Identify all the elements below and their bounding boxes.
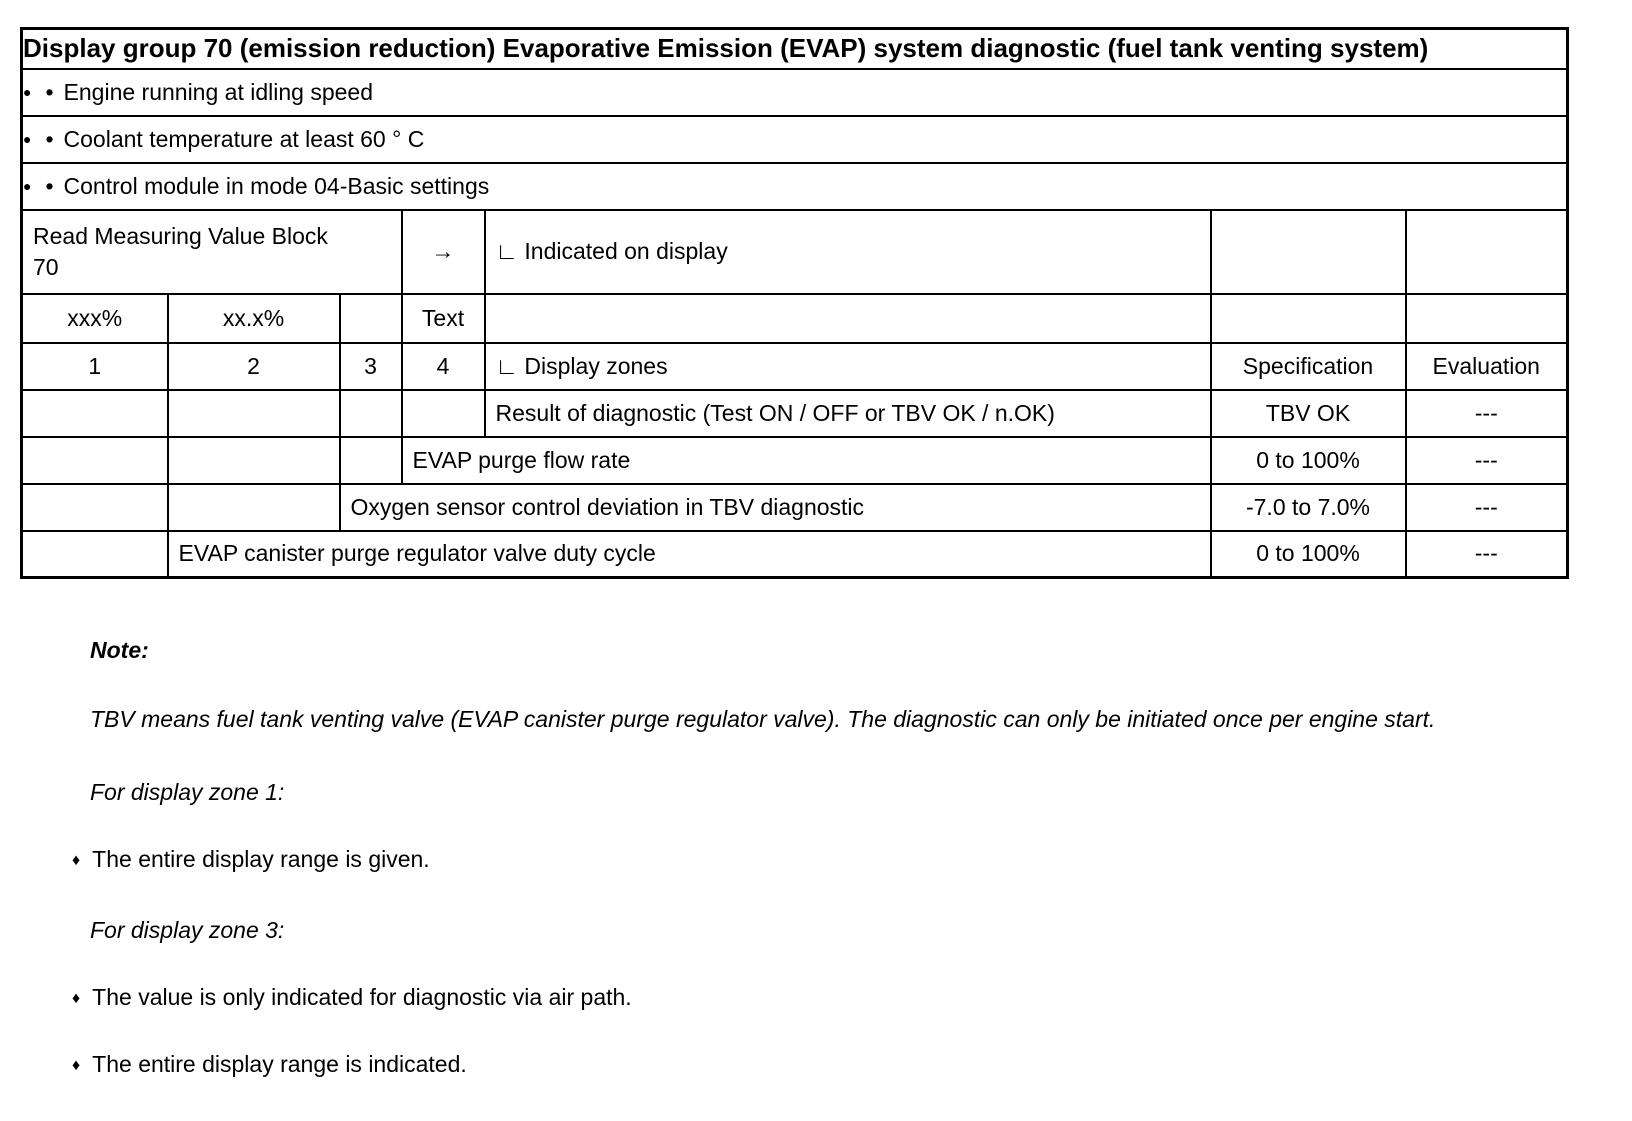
row-specification: 0 to 100% [1211,531,1406,578]
row-evaluation: --- [1406,484,1568,531]
condition-cell [22,163,1568,210]
empty-cell [402,390,485,437]
row-specification: -7.0 to 7.0% [1211,484,1406,531]
read-measuring-block-label: Read Measuring Value Block 70 [33,223,328,280]
row-label: EVAP purge flow rate [402,437,1211,484]
diamond-bullet-icon: ♦ [72,990,81,1007]
empty-cell [340,294,402,343]
condition-cell [22,69,1568,116]
empty-cell [340,437,402,484]
dot-icon: • [45,78,54,105]
zone2-number: 2 [168,343,340,390]
diamond-bullet-icon: ♦ [72,852,81,869]
row-label: Result of diagnostic (Test ON / OFF or TBV OK / n.OK) [485,390,1211,437]
list-item [72,846,1632,873]
indicated-on-display-cell: ∟ Indicated on display [485,210,1211,294]
condition-text: Coolant temperature at least 60 ° C [63,125,425,152]
dot-icon: • [45,172,54,199]
bullet-icon: ● [23,177,32,194]
table-title-row [22,29,1568,69]
row-specification: 0 to 100% [1211,437,1406,484]
evaluation-header: Evaluation [1406,343,1568,390]
zone1-heading: For display zone 1: [90,779,285,805]
empty-cell [22,531,168,578]
condition-text: Engine running at idling speed [63,78,373,105]
specification-header: Specification [1211,343,1406,390]
zone1-number: 1 [22,343,168,390]
condition-cell [22,116,1568,163]
bullet-icon: ● [23,130,32,147]
format-zone2-cell: xx.x% [168,294,340,343]
row-specification: TBV OK [1211,390,1406,437]
read-measuring-block-cell [22,210,402,294]
empty-cell [22,437,168,484]
note-heading: Note: [90,637,149,663]
display-zones-label: ∟ Display zones [485,343,1211,390]
row-evaluation: --- [1406,531,1568,578]
format-zone1-cell: xxx% [22,294,168,343]
empty-cell [340,390,402,437]
list-item-text: The value is only indicated for diagnostic via air path. [92,984,632,1010]
list-item [72,1051,1632,1078]
empty-cell [22,484,168,531]
condition-row [22,116,1568,163]
format-row [22,294,1568,343]
notes-section [72,637,1632,1078]
table-row [22,484,1568,531]
read-block-row [22,210,1568,294]
empty-cell [1211,210,1406,294]
empty-cell [1211,294,1406,343]
table-title: Display group 70 (emission reduction) Evaporative Emission (EVAP) system diagnostic (fuel tank venting system) [22,29,1568,69]
dot-icon: • [45,125,54,152]
document-page [0,27,1632,1078]
diamond-bullet-icon: ♦ [72,1057,81,1074]
row-evaluation: --- [1406,437,1568,484]
right-arrow-icon: → [431,238,455,264]
list-item-text: The entire display range is indicated. [92,1051,467,1077]
empty-cell [168,484,340,531]
zone4-number: 4 [402,343,485,390]
list-item-text: The entire display range is given. [92,846,430,872]
format-zone4-cell: Text [402,294,485,343]
display-zones-header-row [22,343,1568,390]
empty-cell [1406,294,1568,343]
empty-cell [168,437,340,484]
table-row [22,531,1568,578]
empty-cell [1406,210,1568,294]
row-label: Oxygen sensor control deviation in TBV diagnostic [340,484,1211,531]
condition-row [22,163,1568,210]
list-item [72,984,1632,1011]
arrow-cell [402,210,485,294]
measuring-value-block-table [20,27,1569,579]
note-paragraph: TBV means fuel tank venting valve (EVAP canister purge regulator valve). The diagnostic can only be initiated once per engine start. [90,706,1436,732]
table-row [22,390,1568,437]
zone3-heading: For display zone 3: [90,917,285,943]
empty-cell [168,390,340,437]
bullet-icon: ● [23,83,32,100]
empty-cell [485,294,1211,343]
condition-row [22,69,1568,116]
table-row [22,437,1568,484]
empty-cell [22,390,168,437]
row-evaluation: --- [1406,390,1568,437]
condition-text: Control module in mode 04-Basic settings [63,172,490,199]
row-label: EVAP canister purge regulator valve duty cycle [168,531,1211,578]
zone3-number: 3 [340,343,402,390]
